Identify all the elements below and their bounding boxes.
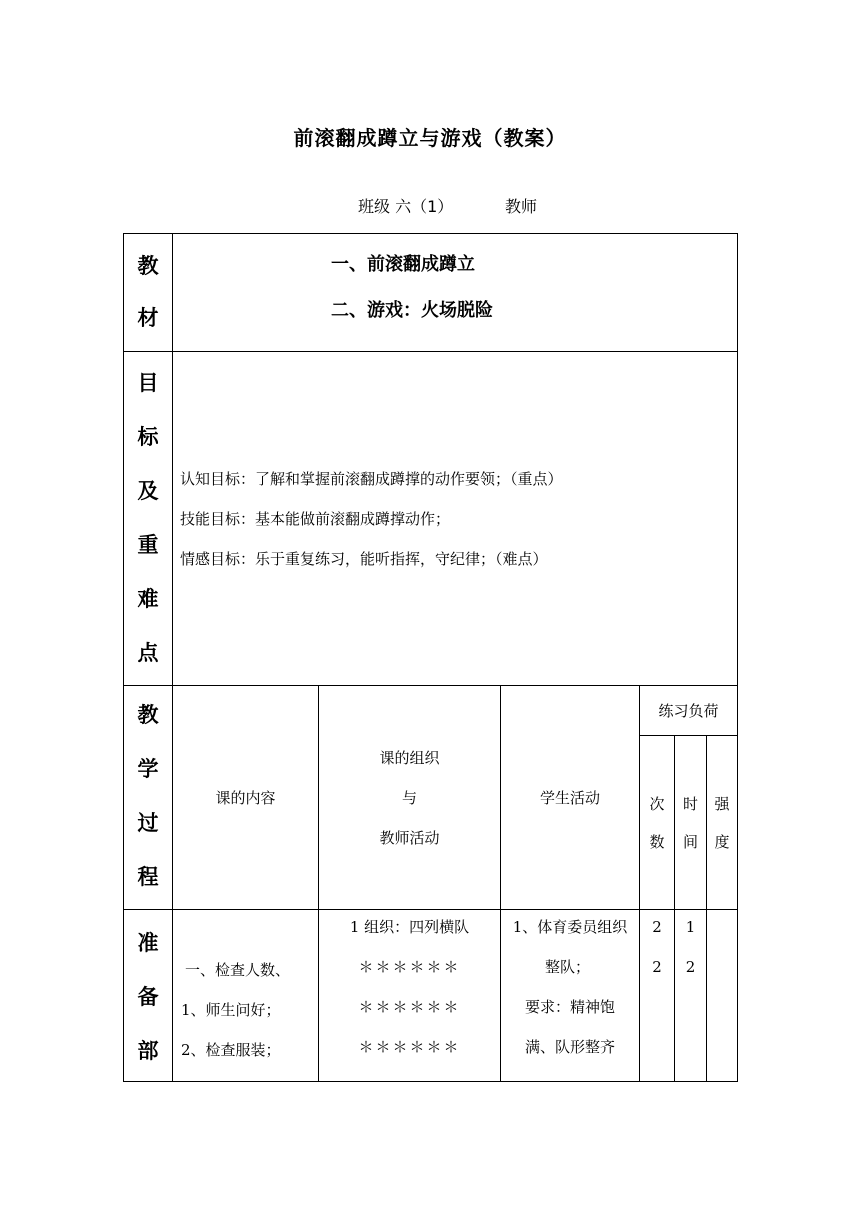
prep-times-value: 2	[652, 918, 662, 936]
material-item: 二、游戏：火场脱险	[331, 300, 493, 321]
prep-duration-value: 1	[685, 918, 696, 936]
prep-formation-row: ＊＊＊＊＊＊	[358, 1038, 461, 1056]
side-char: 部	[137, 1039, 159, 1063]
prep-times-cell	[640, 910, 675, 1082]
skill-goal-text: 基本能做前滚翻成蹲撑动作；	[255, 509, 451, 528]
header-duration	[675, 736, 707, 910]
materials-cell	[173, 234, 738, 352]
header-organization-line: 课的组织	[379, 748, 440, 767]
prep-student-cell	[501, 910, 640, 1082]
side-char: 重	[137, 533, 159, 557]
goals-cell	[173, 352, 738, 686]
preparation-row	[124, 910, 738, 1082]
header-exercise-load: 练习负荷	[640, 686, 738, 736]
side-char: 过	[137, 811, 159, 835]
header-content: 课的内容	[173, 686, 319, 910]
materials-row	[124, 234, 738, 352]
header-char: 度	[714, 832, 730, 851]
emotion-goal	[180, 539, 737, 579]
lesson-plan-table	[123, 233, 738, 1082]
document-title: 前滚翻成蹲立与游戏（教案）	[293, 126, 567, 150]
header-organization-line: 与	[401, 788, 417, 807]
prep-student-line: 1、体育委员组织	[512, 918, 628, 936]
side-char: 准	[137, 931, 159, 955]
header-char: 时	[682, 794, 698, 813]
header-student-activity: 学生活动	[501, 686, 640, 910]
cognitive-goal	[180, 459, 737, 499]
teacher-label: 教师	[505, 197, 538, 216]
side-char: 目	[137, 371, 159, 395]
prep-student-line: 整队；	[545, 958, 591, 976]
header-char: 间	[682, 832, 698, 851]
material-item: 一、前滚翻成蹲立	[331, 254, 475, 275]
goals-row	[124, 352, 738, 686]
process-header-row	[124, 686, 738, 736]
prep-organization-cell	[319, 910, 501, 1082]
prep-org-line: 1 组织：四列横队	[349, 918, 470, 936]
skill-goal-label: 技能目标：	[180, 509, 256, 528]
prep-content-cell	[173, 910, 319, 1082]
preparation-side-label	[124, 910, 173, 1082]
class-label: 班级 六（1）	[358, 197, 454, 216]
process-side-label	[124, 686, 173, 910]
prep-intensity-cell	[707, 910, 738, 1082]
side-char: 难	[137, 587, 159, 611]
header-organization	[319, 686, 501, 910]
side-char: 及	[137, 479, 159, 503]
prep-duration-cell	[675, 910, 707, 1082]
materials-side-label	[124, 234, 173, 352]
prep-formation-row: ＊＊＊＊＊＊	[358, 998, 461, 1016]
cognitive-goal-text: 了解和掌握前滚翻成蹲撑的动作要领；（重点）	[255, 469, 563, 488]
header-char: 强	[714, 794, 730, 813]
prep-content-line: 1、师生问好；	[181, 1001, 281, 1019]
side-char: 程	[137, 865, 159, 889]
prep-formation-row: ＊＊＊＊＊＊	[358, 958, 461, 976]
cognitive-goal-label: 认知目标：	[180, 469, 256, 488]
header-times	[640, 736, 675, 910]
prep-content-line: 2、检查服装；	[181, 1041, 281, 1059]
side-char: 教	[137, 254, 159, 278]
goals-side-label	[124, 352, 173, 686]
side-char: 标	[137, 425, 159, 449]
header-char: 数	[649, 832, 665, 851]
side-char: 教	[137, 703, 159, 727]
header-organization-line: 教师活动	[379, 828, 440, 847]
emotion-goal-text: 乐于重复练习，能听指挥，守纪律；（难点）	[255, 549, 548, 568]
prep-student-line: 满、队形整齐	[524, 1038, 615, 1056]
prep-duration-value: 2	[685, 958, 696, 976]
prep-content-line: 一、检查人数、	[185, 961, 291, 979]
emotion-goal-label: 情感目标：	[180, 549, 256, 568]
side-char: 学	[137, 757, 159, 781]
header-char: 次	[649, 794, 665, 813]
prep-student-line: 要求：精神饱	[524, 998, 615, 1016]
skill-goal	[180, 499, 737, 539]
prep-times-value: 2	[652, 958, 662, 976]
side-char: 备	[137, 985, 159, 1009]
side-char: 材	[137, 306, 159, 330]
side-char: 点	[137, 641, 159, 665]
header-intensity	[707, 736, 738, 910]
